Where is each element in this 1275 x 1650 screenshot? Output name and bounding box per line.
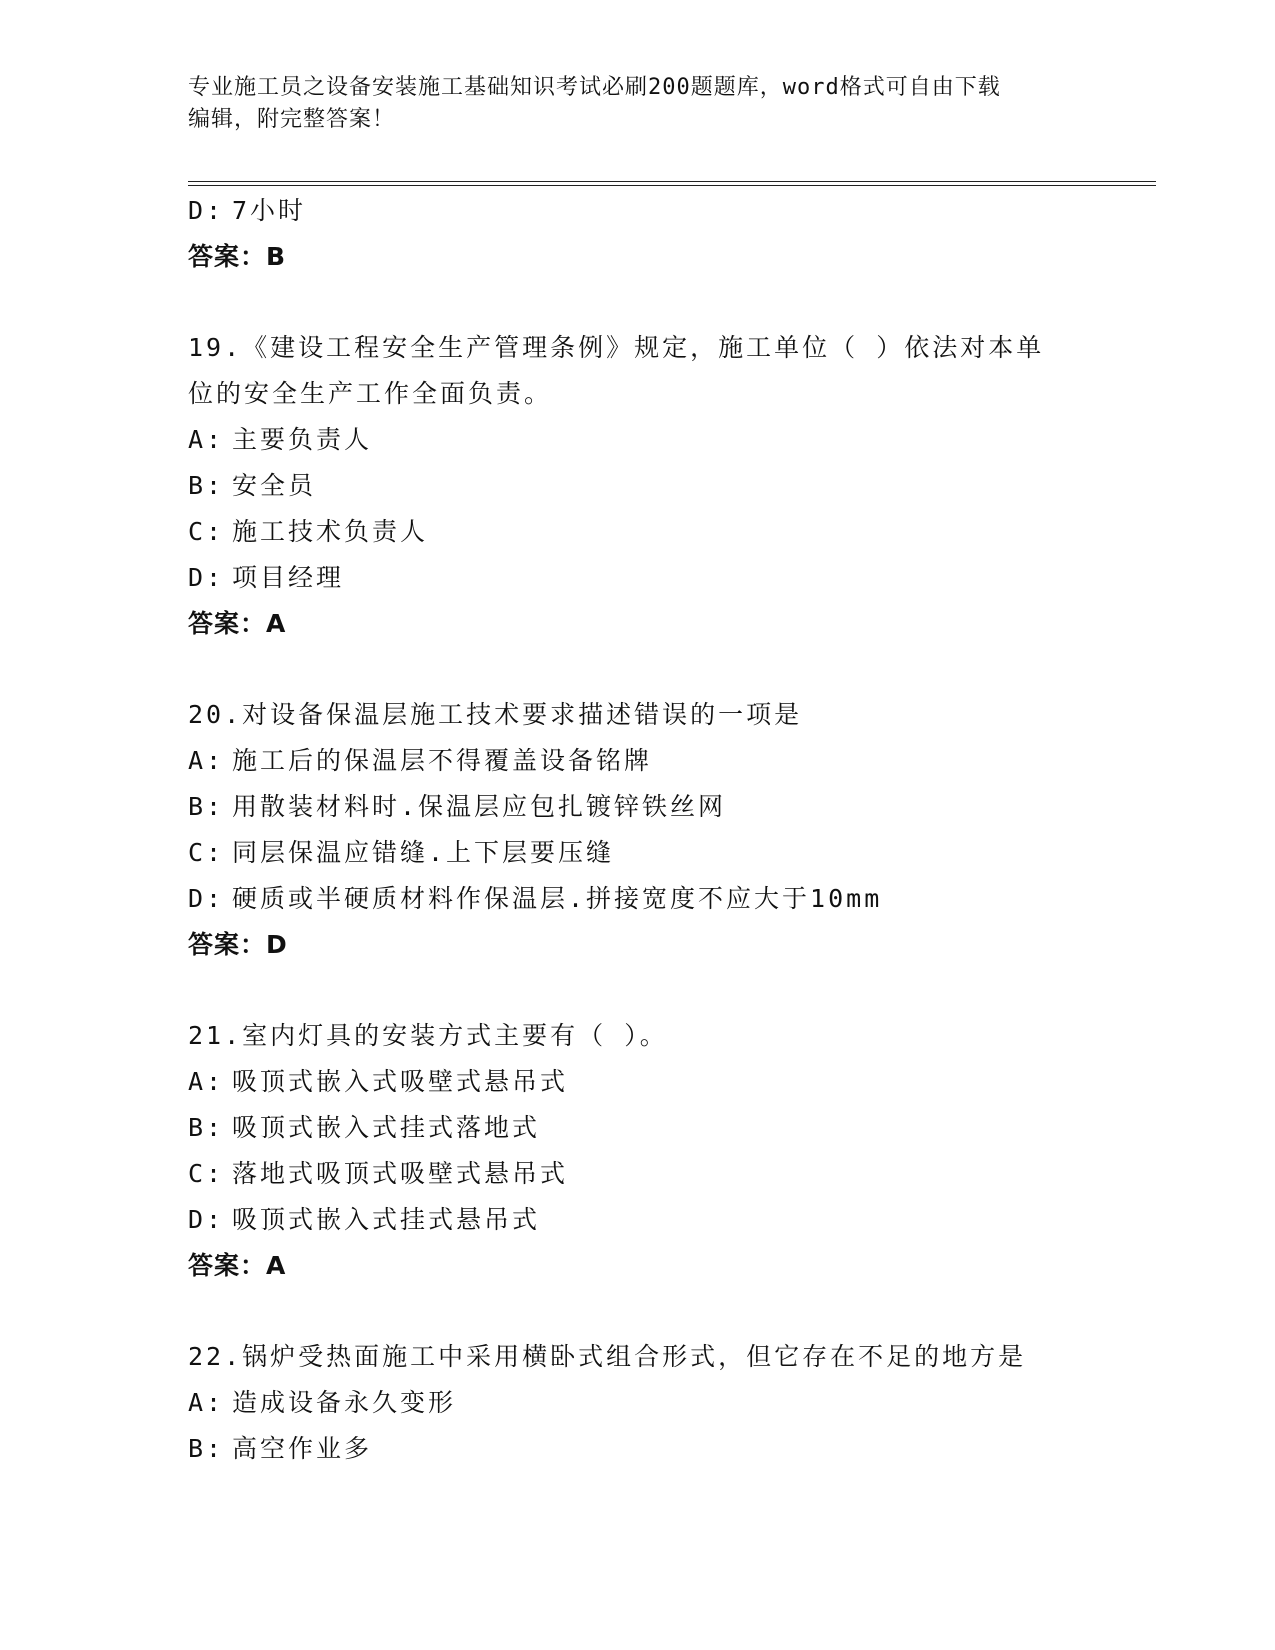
q20-answer: 答案：D xyxy=(188,930,288,959)
option-key: D: xyxy=(188,563,225,592)
q20-stem-line-1: 20.对设备保温层施工技术要求描述错误的一项是 xyxy=(188,700,803,729)
option-key: C: xyxy=(188,1159,225,1188)
q18-answer: 答案：B xyxy=(188,242,287,271)
option-key: A: xyxy=(188,1067,225,1096)
option-text: 7小时 xyxy=(232,196,307,225)
option-key: B: xyxy=(188,792,225,821)
q19-stem-line-2: 位的安全生产工作全面负责。 xyxy=(188,379,553,408)
q20-option-c xyxy=(188,830,1156,876)
question-spacer xyxy=(188,968,1156,1013)
option-text: 施工后的保温层不得覆盖设备铭牌 xyxy=(232,746,653,775)
option-key: A: xyxy=(188,746,225,775)
q19-option-b xyxy=(188,463,1156,509)
option-key: D: xyxy=(188,1205,225,1234)
header-title-line-1: 专业施工员之设备安装施工基础知识考试必刷200题题库，word格式可自由下载 xyxy=(188,75,1001,100)
q22-stem-line-1: 22.锅炉受热面施工中采用横卧式组合形式，但它存在不足的地方是 xyxy=(188,1342,1027,1371)
option-key: D: xyxy=(188,196,225,225)
q20-option-b xyxy=(188,784,1156,830)
q19-option-a xyxy=(188,417,1156,463)
option-key: A: xyxy=(188,425,225,454)
option-text: 项目经理 xyxy=(232,563,345,592)
option-key: B: xyxy=(188,1434,225,1463)
option-text: 造成设备永久变形 xyxy=(232,1388,457,1417)
document-header xyxy=(188,72,1088,136)
question-list xyxy=(188,188,1156,1472)
q21-option-d xyxy=(188,1197,1156,1243)
q20-option-d xyxy=(188,876,1156,922)
option-text: 同层保温应错缝.上下层要压缝 xyxy=(232,838,615,867)
option-key: B: xyxy=(188,1113,225,1142)
question-spacer xyxy=(188,280,1156,325)
q21-option-b xyxy=(188,1105,1156,1151)
header-title-line-2: 编辑，附完整答案！ xyxy=(188,107,396,132)
option-key: D: xyxy=(188,884,225,913)
option-text: 吸顶式嵌入式吸壁式悬吊式 xyxy=(232,1067,569,1096)
header-divider-top xyxy=(188,181,1156,182)
option-text: 用散装材料时.保温层应包扎镀锌铁丝网 xyxy=(232,792,727,821)
question-spacer xyxy=(188,1289,1156,1334)
option-key: A: xyxy=(188,1388,225,1417)
option-key: C: xyxy=(188,838,225,867)
option-text: 高空作业多 xyxy=(232,1434,373,1463)
question-spacer xyxy=(188,647,1156,692)
q22-option-b xyxy=(188,1426,1156,1472)
option-key: B: xyxy=(188,471,225,500)
option-text: 吸顶式嵌入式挂式落地式 xyxy=(232,1113,541,1142)
header-divider-bottom xyxy=(188,185,1156,186)
option-key: C: xyxy=(188,517,225,546)
q20-option-a xyxy=(188,738,1156,784)
option-text: 落地式吸顶式吸壁式悬吊式 xyxy=(232,1159,569,1188)
q19-option-c xyxy=(188,509,1156,555)
q21-answer: 答案：A xyxy=(188,1251,287,1280)
q21-stem-line-1: 21.室内灯具的安装方式主要有（ ）。 xyxy=(188,1021,668,1050)
q18-option-d xyxy=(188,188,1156,234)
q19-option-d xyxy=(188,555,1156,601)
option-text: 主要负责人 xyxy=(232,425,373,454)
q21-option-c xyxy=(188,1151,1156,1197)
option-text: 硬质或半硬质材料作保温层.拼接宽度不应大于10mm xyxy=(232,884,883,913)
q21-option-a xyxy=(188,1059,1156,1105)
q19-stem-line-1: 19.《建设工程安全生产管理条例》规定，施工单位（ ）依法对本单 xyxy=(188,333,1045,362)
option-text: 安全员 xyxy=(232,471,317,500)
option-text: 施工技术负责人 xyxy=(232,517,429,546)
q19-answer: 答案：A xyxy=(188,609,287,638)
option-text: 吸顶式嵌入式挂式悬吊式 xyxy=(232,1205,541,1234)
q22-option-a xyxy=(188,1380,1156,1426)
